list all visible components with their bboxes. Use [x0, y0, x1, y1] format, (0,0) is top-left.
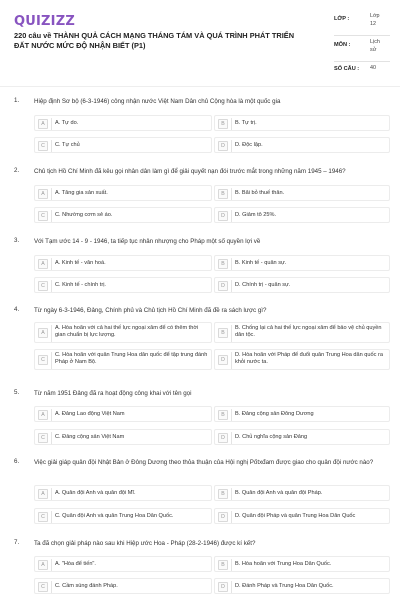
- question-text: Với Tạm ước 14 - 9 - 1946, ta tiếp tục nhân nhượng cho Pháp một số quyền lợi về: [34, 238, 261, 245]
- option-letter-badge: C: [38, 281, 48, 291]
- option-text: D. Hòa hoãn với Pháp để đuổi quân Trung Hoa dân quốc ra khỏi nước ta.: [235, 352, 383, 365]
- option-letter-badge: A: [38, 119, 48, 129]
- option-a[interactable]: [34, 406, 212, 422]
- option-letter-badge: A: [38, 410, 48, 420]
- option-b[interactable]: [214, 556, 390, 572]
- option-d[interactable]: [214, 349, 390, 370]
- question-text: Từ ngày 6-3-1946, Đảng, Chính phủ và Chủ tịch Hồ Chí Minh đã đề ra sách lược gì?: [34, 307, 267, 314]
- option-letter-badge: D: [218, 355, 228, 365]
- option-c[interactable]: [34, 349, 212, 370]
- option-letter-badge: A: [38, 189, 48, 199]
- option-text: D. Giảm tô 25%.: [235, 212, 277, 218]
- option-text: D. Chính trị - quân sự.: [235, 282, 291, 288]
- option-a[interactable]: [34, 255, 212, 271]
- option-text: D. Chủ nghĩa cộng sản Đảng: [235, 434, 308, 440]
- meta-subject-value: Lịch sử: [370, 39, 380, 53]
- option-text: C. Hòa hoãn với quân Trung Hoa dân quốc để tập trung đánh Pháp ở Nam Bộ.: [55, 352, 208, 365]
- option-text: B. Đảng cộng sản Đông Dương: [235, 411, 314, 417]
- option-text: C. Quân đội Anh và quân Trung Hoa Dân Quốc.: [55, 513, 174, 519]
- option-letter-badge: B: [218, 410, 228, 420]
- question-text: Hiệp định Sơ bộ (6-3-1946) công nhận nước Việt Nam Dân chủ Cộng hòa là một quốc gia: [34, 98, 281, 105]
- option-letter-badge: A: [38, 259, 48, 269]
- option-d[interactable]: [214, 207, 390, 223]
- quizizz-logo: QUIZIZZ: [14, 14, 75, 29]
- question-number: 4.: [14, 306, 20, 313]
- option-text: A. Kinh tế - văn hoá.: [55, 260, 106, 266]
- question-number: 3.: [14, 237, 20, 244]
- option-b[interactable]: [214, 255, 390, 271]
- meta-class-label: LỚP :: [334, 16, 350, 22]
- question-number: 1.: [14, 97, 20, 104]
- meta-subject-label: MÔN :: [334, 42, 351, 48]
- option-a[interactable]: [34, 322, 212, 343]
- option-letter-badge: D: [218, 433, 228, 443]
- option-b[interactable]: [214, 485, 390, 501]
- option-text: D. Độc lập.: [235, 142, 263, 148]
- option-b[interactable]: [214, 115, 390, 131]
- option-c[interactable]: [34, 207, 212, 223]
- option-text: D. Quân đội Pháp và quân Trung Hoa Dân Quốc: [235, 513, 356, 519]
- option-text: A. Đảng Lao động Việt Nam: [55, 411, 125, 417]
- option-letter-badge: C: [38, 211, 48, 221]
- option-letter-badge: B: [218, 328, 228, 338]
- option-d[interactable]: [214, 137, 390, 153]
- option-letter-badge: C: [38, 141, 48, 151]
- question-text: Từ năm 1951 Đảng đã ra hoạt động công khai với tên gọi: [34, 390, 192, 397]
- option-text: B. Kinh tế - quân sự.: [235, 260, 287, 266]
- question-number: 7.: [14, 539, 20, 546]
- worksheet-title: 220 câu về THÀNH QUẢ CÁCH MẠNG THÁNG TÁM VÀ QUÁ TRÌNH PHÁT TRIỂN ĐẤT NƯỚC MỨC ĐỘ NHẬN BIẾT (P1): [14, 31, 295, 50]
- meta-divider: [334, 35, 390, 36]
- option-text: B. Tự trị.: [235, 120, 257, 126]
- option-letter-badge: A: [38, 560, 48, 570]
- option-d[interactable]: [214, 277, 390, 293]
- option-letter-badge: D: [218, 512, 228, 522]
- option-letter-badge: B: [218, 489, 228, 499]
- option-letter-badge: B: [218, 560, 228, 570]
- option-c[interactable]: [34, 578, 212, 594]
- option-text: B. Bãi bỏ thuế thân.: [235, 190, 285, 196]
- question-number: 5.: [14, 389, 20, 396]
- option-c[interactable]: [34, 429, 212, 445]
- option-letter-badge: C: [38, 512, 48, 522]
- question-text: Chủ tịch Hồ Chí Minh đã kêu gọi nhân dân làm gì để giải quyết nạn đói trước mắt trong những năm 1945 – 1946?: [34, 168, 346, 175]
- option-a[interactable]: [34, 556, 212, 572]
- option-a[interactable]: [34, 115, 212, 131]
- option-d[interactable]: [214, 508, 390, 524]
- option-letter-badge: D: [218, 281, 228, 291]
- option-text: B. Hòa hoãn với Trung Hoa Dân Quốc.: [235, 561, 332, 567]
- option-letter-badge: B: [218, 259, 228, 269]
- meta-class-value: Lớp 12: [370, 13, 380, 27]
- meta-count-label: SỐ CÂU :: [334, 66, 360, 72]
- option-letter-badge: C: [38, 355, 48, 365]
- meta-count-value: 40: [370, 65, 376, 71]
- option-d[interactable]: [214, 429, 390, 445]
- option-text: C. Nhường cơm sẻ áo.: [55, 212, 113, 218]
- option-text: C. Tự chủ: [55, 142, 80, 148]
- option-c[interactable]: [34, 137, 212, 153]
- question-number: 6.: [14, 458, 20, 465]
- option-text: B. Quân đội Anh và quân đội Pháp.: [235, 490, 323, 496]
- option-letter-badge: B: [218, 189, 228, 199]
- option-c[interactable]: [34, 508, 212, 524]
- option-a[interactable]: [34, 485, 212, 501]
- option-letter-badge: B: [218, 119, 228, 129]
- option-text: A. Hòa hoãn với cả hai thế lực ngoại xâm để có thêm thời gian chuẩn bị lực lượng.: [55, 325, 199, 338]
- option-letter-badge: C: [38, 582, 48, 592]
- question-text: Việc giải giáp quân đội Nhật Bản ở Đông Dương theo thỏa thuận của Hội nghị Pốtxđam được giao cho quân đội nước nào?: [34, 459, 374, 466]
- option-text: A. "Hòa để tiến".: [55, 561, 96, 567]
- option-letter-badge: C: [38, 433, 48, 443]
- option-letter-badge: D: [218, 211, 228, 221]
- option-text: C. Kinh tế - chính trị.: [55, 282, 106, 288]
- option-text: A. Tăng gia sản xuất.: [55, 190, 108, 196]
- option-text: C. Cầm súng đánh Pháp.: [55, 583, 118, 589]
- option-text: D. Đánh Pháp và Trung Hoa Dân Quốc.: [235, 583, 334, 589]
- option-text: A. Tự do.: [55, 120, 79, 126]
- worksheet-header: [0, 0, 400, 86]
- meta-divider: [334, 61, 390, 62]
- option-b[interactable]: [214, 406, 390, 422]
- option-letter-badge: D: [218, 141, 228, 151]
- option-text: B. Chống lại cả hai thế lực ngoại xâm để bảo vệ chủ quyền dân tộc.: [235, 325, 382, 338]
- option-b[interactable]: [214, 322, 390, 343]
- option-d[interactable]: [214, 578, 390, 594]
- question-number: 2.: [14, 167, 20, 174]
- option-letter-badge: A: [38, 489, 48, 499]
- option-a[interactable]: [34, 185, 212, 201]
- option-text: C. Đảng cộng sản Việt Nam: [55, 434, 125, 440]
- question-text: Ta đã chọn giải pháp nào sau khi Hiệp ước Hoa - Pháp (28-2-1946) được kí kết?: [34, 540, 256, 547]
- option-text: A. Quân đội Anh và quân đội Mĩ.: [55, 490, 136, 496]
- option-letter-badge: A: [38, 328, 48, 338]
- header-divider: [0, 86, 400, 87]
- option-c[interactable]: [34, 277, 212, 293]
- option-b[interactable]: [214, 185, 390, 201]
- option-letter-badge: D: [218, 582, 228, 592]
